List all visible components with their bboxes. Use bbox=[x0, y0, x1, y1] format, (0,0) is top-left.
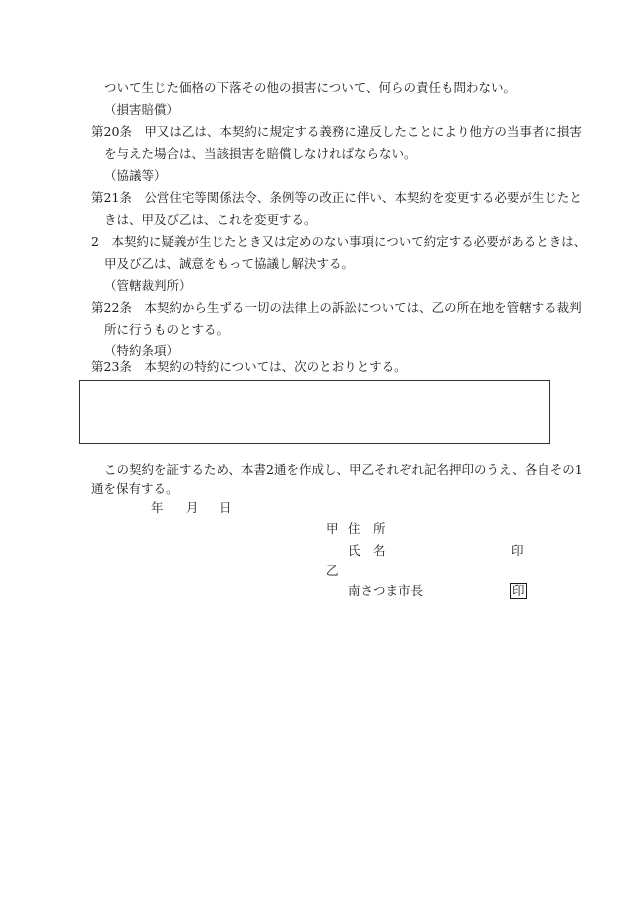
name-label: 氏 名 bbox=[348, 543, 386, 558]
heading-consultation: （協議等） bbox=[104, 168, 167, 183]
address-label: 住 所 bbox=[348, 521, 386, 536]
heading-special-terms: （特約条項） bbox=[104, 343, 180, 358]
article-21-para-2-line-1: 2 本契約に疑義が生じたとき又は定めのない事項について約定する必要があるときは、 bbox=[91, 234, 587, 249]
party-b-label: 乙 bbox=[326, 563, 339, 578]
date-day: 日 bbox=[219, 500, 232, 515]
party-a-label: 甲 bbox=[326, 521, 339, 536]
date-month: 月 bbox=[186, 500, 199, 515]
mayor-title: 南さつま市長 bbox=[348, 583, 424, 598]
article-20-line-2: を与えた場合は、当該損害を賠償しなければならない。 bbox=[104, 146, 417, 161]
seal-mark-b: 印 bbox=[512, 583, 525, 598]
article-21-line-1: 第21条 公営住宅等関係法令、条例等の改正に伴い、本契約を変更する必要が生じたと bbox=[91, 190, 582, 205]
heading-jurisdiction: （管轄裁判所） bbox=[104, 278, 192, 293]
date-year: 年 bbox=[151, 500, 164, 515]
article-22-line-2: 所に行うものとする。 bbox=[104, 322, 230, 337]
article-21-line-2: きは、甲及び乙は、これを変更する。 bbox=[104, 212, 317, 227]
article-23-line-1: 第23条 本契約の特約については、次のとおりとする。 bbox=[91, 359, 407, 374]
seal-stamp-b bbox=[510, 583, 527, 599]
special-terms-box bbox=[79, 380, 550, 444]
closing-line-2: 通を保有する。 bbox=[91, 481, 179, 496]
article-22-line-1: 第22条 本契約から生ずる一切の法律上の訴訟については、乙の所在地を管轄する裁判 bbox=[91, 300, 582, 315]
seal-mark-a: 印 bbox=[511, 543, 524, 558]
closing-line-1: この契約を証するため、本書2通を作成し、甲乙それぞれ記名押印のうえ、各自その1 bbox=[104, 462, 583, 477]
article-21-para-2-line-2: 甲及び乙は、誠意をもって協議し解決する。 bbox=[104, 256, 355, 271]
article-20-line-1: 第20条 甲又は乙は、本契約に規定する義務に違反したことにより他方の当事者に損害 bbox=[91, 124, 582, 139]
body-line-continuation: ついて生じた価格の下落その他の損害について、何らの責任も問わない。 bbox=[104, 80, 517, 95]
heading-damages: （損害賠償） bbox=[104, 102, 180, 117]
